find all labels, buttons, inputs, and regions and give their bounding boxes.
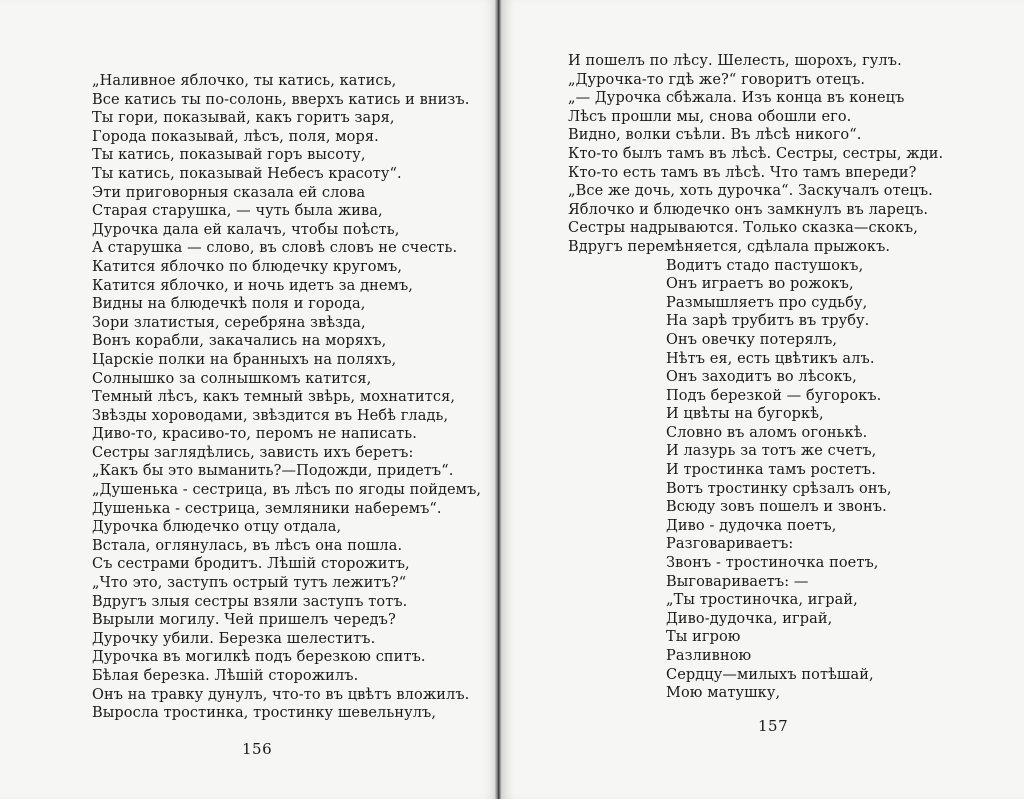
text-line: Ты гори, показывай, какъ горитъ заря, [92, 110, 395, 127]
text-line: Сердцу—милыхъ потѣшай, [666, 666, 874, 683]
text-line: Онъ заходитъ во лѣсокъ, [666, 369, 857, 386]
left-page-text [92, 72, 481, 723]
text-line: Видно, волки съѣли. Въ лѣсѣ никого“. [568, 127, 862, 144]
text-line: Вонъ корабли, закачались на моряхъ, [92, 333, 387, 350]
text-line: „Все же дочь, хоть дурочка“. Заскучалъ отецъ. [568, 183, 933, 200]
text-line: Ты катись, показывай горъ высоту, [92, 147, 366, 164]
text-line: Эти приговорныя сказала ей слова [92, 184, 366, 201]
text-line: Видны на блюдечкѣ поля и города, [92, 296, 366, 313]
text-line: „— Дурочка сбѣжала. Изъ конца въ конецъ [568, 90, 905, 107]
text-line: Душенька - сестрица, земляники наберемъ“. [92, 500, 442, 517]
text-line: „Ты тростиночка, играй, [666, 592, 858, 609]
text-line: Вотъ тростинку срѣзалъ онъ, [666, 480, 892, 497]
text-line: Яблочко и блюдечко онъ замкнулъ въ ларецъ. [568, 201, 929, 218]
text-line: Старая старушка, — чуть была жива, [92, 203, 383, 220]
text-line: Онъ овечку потерялъ, [666, 331, 838, 348]
text-line: „Наливное яблочко, ты катись, катись, [92, 73, 397, 89]
text-line: Разговариваетъ: [666, 536, 794, 553]
text-line: И цвѣты на бугоркѣ, [666, 406, 824, 423]
text-line: Всюду зовъ пошелъ и звонъ. [666, 499, 887, 516]
text-line: Лѣсъ прошли мы, снова обошли его. [568, 108, 852, 125]
text-line: Разливною [666, 648, 752, 664]
page-number: 157 [758, 717, 789, 735]
text-line: Кто-то былъ тамъ въ лѣсѣ. Сестры, сестры, жди. [568, 145, 944, 162]
text-line: „Душенька - сестрица, въ лѣсъ по ягоды пойдемъ, [92, 482, 482, 499]
text-line: Бѣлая березка. Лѣшiй сторожилъ. [92, 668, 359, 684]
text-line: Звонъ - тростиночка поетъ, [666, 555, 879, 572]
text-line: Вдругъ перемѣняется, сдѣлала прыжокъ. [568, 238, 891, 255]
text-line: „Дурочка-то гдѣ же?“ говоритъ отецъ. [568, 71, 866, 88]
text-line: Выговариваетъ: — [666, 573, 809, 590]
text-line: Онъ на травку дунулъ, что-то въ цвѣтъ вложилъ. [92, 686, 470, 703]
text-line: Вырыли могилу. Чей пришелъ чередъ? [92, 612, 396, 629]
text-line: Диво-то, красиво-то, перомъ не написать. [92, 426, 417, 443]
text-line: Города показывай, лѣсъ, поля, моря. [92, 128, 379, 145]
text-line: Выросла тростинка, тростинку шевельнулъ, [92, 705, 437, 722]
text-line: И пошелъ по лѣсу. Шелесть, шорохъ, гулъ. [568, 53, 902, 69]
text-line: Катится яблочко, и ночь идетъ за днемъ, [92, 277, 414, 294]
right-page-text [568, 52, 943, 703]
text-line: Диво - дудочка поетъ, [666, 517, 837, 534]
text-line: Встала, оглянулась, въ лѣсъ она пошла. [92, 537, 403, 554]
text-line: Катится яблочко по блюдечку кругомъ, [92, 258, 403, 275]
text-line: Словно въ аломъ огонькѣ. [666, 424, 868, 441]
text-line: Съ сестрами бродитъ. Лѣшiй сторожитъ, [92, 556, 410, 573]
text-line: Царскiе полки на бранныхъ на поляхъ, [92, 351, 397, 368]
text-line: А старушка — слово, въ словѣ словъ не счесть. [92, 240, 458, 257]
text-line: Зори златистыя, серебряна звѣзда, [92, 314, 366, 331]
text-line: „Какъ бы это выманить?—Подожди, придетъ“. [92, 463, 454, 480]
text-line: Ты игрою [666, 629, 741, 646]
text-line: Звѣзды хороводами, звѣздится въ Небѣ гладь, [92, 407, 449, 424]
text-line: Размышляетъ про судьбу, [666, 294, 868, 311]
text-line: Вдругъ злыя сестры взяли заступъ тотъ. [92, 593, 408, 610]
text-line: Мою матушку, [666, 685, 781, 702]
text-line: Дурочка блюдечко отцу отдала, [92, 519, 342, 536]
text-line: Все катись ты по-солонь, вверхъ катись и внизъ. [92, 91, 470, 108]
text-line: Солнышко за солнышкомъ катится, [92, 370, 372, 387]
left-page [0, 0, 500, 799]
text-line: Подъ березкой — бугорокъ. [666, 387, 882, 404]
right-page [500, 0, 1024, 799]
book-gutter [494, 0, 502, 799]
text-line: Онъ играетъ во рожокъ, [666, 276, 854, 293]
text-line: Сестры заглядѣлись, зависть ихъ беретъ: [92, 444, 414, 461]
text-line: Диво-дудочка, играй, [666, 610, 833, 627]
text-line: Ты катись, показывай Небесъ красоту“. [92, 165, 402, 182]
text-line: Темный лѣсъ, какъ темный звѣрь, мохнатится, [92, 389, 456, 406]
text-line: Водитъ стадо пастушокъ, [666, 257, 864, 274]
text-line: На зарѣ трубитъ въ трубу. [666, 313, 870, 330]
text-line: Сестры надрываются. Только сказка—скокъ, [568, 220, 918, 237]
text-line: „Что это, заступъ острый тутъ лежитъ?“ [92, 575, 407, 592]
text-line: Дурочка дала ей калачъ, чтобы поѣсть, [92, 221, 400, 238]
text-line: Нѣтъ ея, есть цвѣтикъ алъ. [666, 350, 875, 367]
text-line: Дурочка въ могилкѣ подъ березкою спитъ. [92, 649, 426, 666]
page-number: 156 [242, 740, 273, 758]
text-line: И тростинка тамъ ростетъ. [666, 462, 876, 479]
text-line: И лазурь за тотъ же счетъ, [666, 443, 877, 460]
text-line: Дурочку убили. Березка шелеститъ. [92, 630, 376, 647]
text-line: Кто-то есть тамъ въ лѣсѣ. Что тамъ впереди? [568, 164, 917, 181]
